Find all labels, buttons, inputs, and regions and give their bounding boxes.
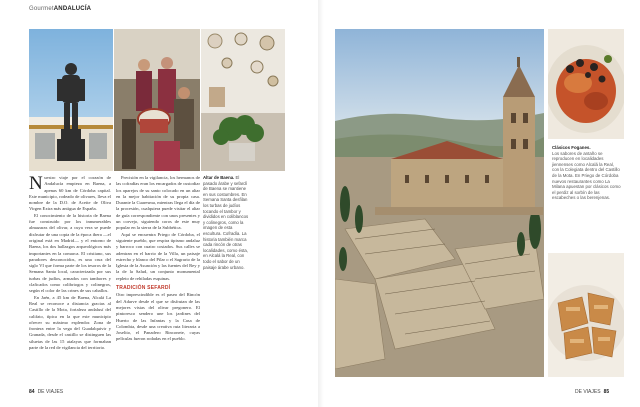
paragraph xyxy=(29,175,111,213)
dish-icon xyxy=(548,29,624,139)
olives-dish-photo xyxy=(548,29,624,139)
castle-icon xyxy=(335,29,544,377)
plant-icon xyxy=(201,29,285,171)
pastry-icon xyxy=(548,253,624,377)
paragraph: Otro imprescindible es el paseo del Rincón del Adarve desde el que se disfrutan de las mejores vistas del olivar pregonero. El pintoresco sendero une los jardines del Huerto de las Infantas y la Casa de Colombia, desde una creativa ruta literaria a Joselito, el Panadero Rinconete, cuyas películas fueron rodadas en el pueblo. xyxy=(116,292,200,342)
paragraph-text: uestro viaje por el corazón de Andalucía empieza en Baena, a apenas 60 km de Córdoba capital. Este municipio, rodeado de olivares, lleva el nombre de la D.O. de Aceite de Oliva Virgen Extra más antigua de España. xyxy=(29,175,111,212)
castle-photo xyxy=(335,29,544,377)
publication-name: DE VIAJES xyxy=(37,389,64,395)
pastries-photo xyxy=(548,253,624,377)
sidebar xyxy=(203,175,251,270)
section-header xyxy=(29,6,91,12)
body-column-1 xyxy=(29,175,111,351)
folio-right xyxy=(575,389,612,395)
photo-caption xyxy=(552,145,622,201)
page-number: 85 xyxy=(603,389,610,395)
publication-name: DE VIAJES xyxy=(575,389,601,395)
paragraph: En Jaén, a 45 km de Baena, Alcalá La Real se reconoce a distancia gracias al Castillo de la Mota, fortaleza andalusí del califato, típica en la que este municipio ofrecer su máximo esplendor. Zona de frontera entre la vega del Guadalquivir y Granada, desde el castillo se distinguen las siluetas de las 15 atalayas que formaban parte de la red de vigilancia del territorio. xyxy=(29,294,111,351)
caption-text: Los sabores de antaño se reproducen en localidades jiennenses como Alcalá la Real, con la Colegiata dentro del Castillo de la Mota. En Priego de Córdoba nuevos restaurantes como La Milana apuestan por clásicos como el perdiz al sorbín de las escabeches o las berenjenas. xyxy=(552,150,621,201)
drummers-photo xyxy=(114,29,200,171)
paragraph: El conocimiento de la historia de Baena fue construido por los innumerables almazaras del olivar, a cuya vera se puede disfrutar de una copia de la época ibera —el original está en Madrid— y el entorno de Baena, los dos hallazgos arqueológicos más importantes en la comarca. El cristiano, sus paradores desconocidos, es una cruz del siglo VI que forma parte de los tesoros de la Semana Santa local, caracterizada por sus turbas de judíos, armados con tambores y claficados como colibriogos y colinegros, según el color de las crines de sus caballos. xyxy=(29,212,111,294)
statue-icon xyxy=(29,29,113,171)
paragraph: Precisión en la vigilancia, los hermanos de las cofradías eran los encargados de custodiar los aparejos de su santo colocado en un altar en la mejor habitación de su propia casa. Durante la Cuaresma, mientras llega el día de la procesión, cualquiera puede visitar el altar de guía correspondiente con unos presentes y un corvejo, siguiendo coros de este muy popular en la sierra de la Subbética. xyxy=(116,175,200,231)
section-label: Gourmet xyxy=(29,6,54,12)
caption-title: Clásicos Foganes. xyxy=(552,145,591,150)
paragraph: Aquí se encuentra Priego de Córdoba, el siguiente pueblo, que respira tipismo andaluz y barroco con cuatro costados. Sus calles se adentran en el barrio de la Villa, un paisaje estrecho y blanco del Pilar o el Sagrario de la Iglesia de la Asunción y las fuentes del Rey y la de la Salud, un conjunto monumental repleto de rehiladas esquinas. xyxy=(116,231,200,281)
drum-icon xyxy=(114,29,200,171)
courtyard-photo xyxy=(201,29,285,171)
body-column-2 xyxy=(116,175,200,343)
dropcap: N xyxy=(29,173,43,194)
gutter xyxy=(318,0,324,407)
page-number: 84 xyxy=(29,389,35,395)
region-label: ANDALUCÍA xyxy=(53,6,92,12)
sidebar-title: Altar de Baena. xyxy=(203,175,235,180)
sidebar-text: El pasado árabe y sefardí de Baena se mantiene en sus costumbres. En Semana Santa desfilan los turbas de judíos tocando el tambor y divididos en coliblancos y colinegros, como la imagen de esta escultura. Cofradía. La historia también marca cada rincón de otras localidades, como ésta, en Alcalá la Real, con todo el sabor de un paisaje árabe urbano. xyxy=(203,175,249,270)
subhead: TRADICIÓN SEFARDÍ xyxy=(116,285,171,292)
statue-photo xyxy=(29,29,113,171)
folio-left xyxy=(29,389,63,395)
